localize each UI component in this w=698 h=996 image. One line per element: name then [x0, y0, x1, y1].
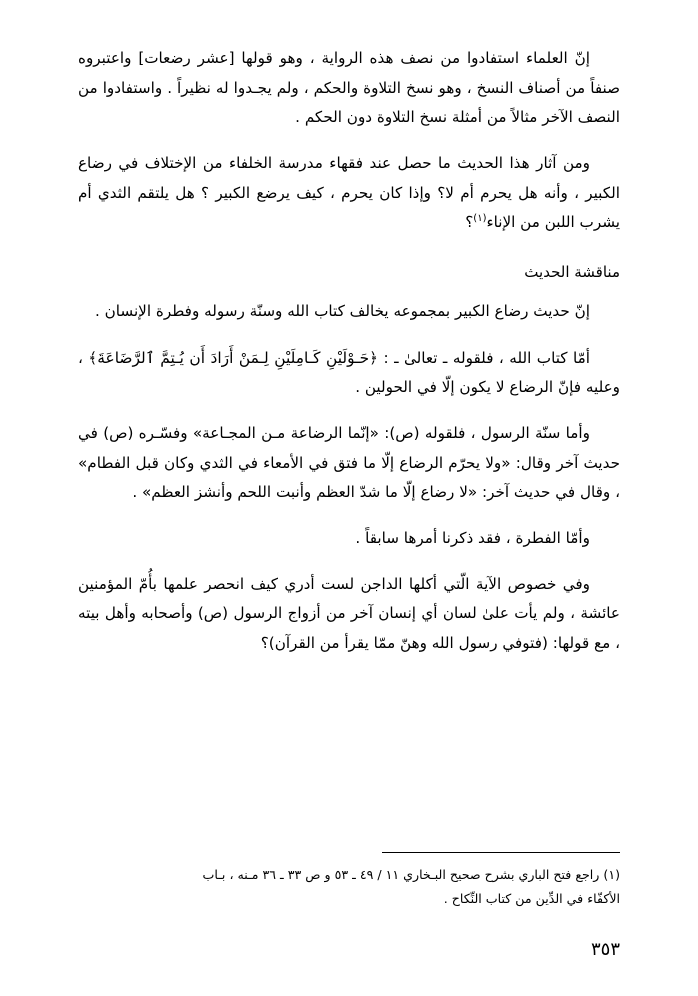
- paragraph-4: [78, 343, 620, 403]
- paragraph-2: [78, 149, 620, 238]
- spacer: [78, 508, 620, 524]
- spacer: [78, 554, 620, 570]
- paragraph-4-tail: ﴾ ، وعليه فإنّ الرضاع لا يكون إلّا في الحولين .: [78, 348, 620, 397]
- spacer: [78, 133, 620, 149]
- paragraph-1: إنّ العلماء استفادوا من نصف هذه الرواية ، وهو قولها [عشر رضعات] واعتبروه صنفاً من أصناف النسخ ، وهو نسخ التلاوة والحكم ، ولم يجـدوا له نظيراً . واستفادوا من النصف الآخر مثالاً من أمثلة نسخ التلاوة دون الحكم .: [78, 49, 620, 127]
- paragraph-7: وفي خصوص الآية الّتي أكلها الداجن لست أدري كيف انحصر علمها بأُمّ المؤمنين عائشة ، ولم يأت علىٰ لسان أي إنسان آخر من أزواج الرسول (ص) وأصحابه وأهل بيته ، مع قولها: (فتوفي رسول الله وهنّ ممّا يقرأ من القرآن)؟: [78, 574, 620, 652]
- paragraph-3: إنّ حديث رضاع الكبير بمجموعه يخالف كتاب الله وسنّة رسوله وفطرة الإنسان .: [94, 302, 590, 321]
- page-body: [78, 44, 620, 659]
- paragraph-2-text: ومن آثار هذا الحديث ما حصل عند فقهاء مدرسة الخلفاء من الإختلاف في رضاع الكبير ، وأنه هل يحرم أم لا؟ وإذا كان يحرم ، كيف يرضع الكبير ؟ هل يلتقم الثدي أم يشرب اللبن من الإناء: [78, 153, 620, 232]
- footnote-divider: [382, 852, 620, 853]
- paragraph-6: وأمّا الفطرة ، فقد ذكرنا أمرها سابقاً .: [355, 528, 590, 547]
- footnote-line-2: الأكفّاء في الدِّين من كتاب النِّكاح .: [443, 890, 620, 906]
- footnote-marker-1: (١): [473, 213, 487, 225]
- spacer: [78, 327, 620, 343]
- page-number: ٣٥٣: [590, 939, 620, 960]
- footnote-divider-box: [78, 852, 620, 853]
- footnote-area: [78, 852, 620, 910]
- spacer: [78, 287, 620, 297]
- paragraph-2-tail: ؟: [465, 213, 474, 232]
- section-heading-discussion: مناقشة الحديث: [524, 262, 620, 281]
- spacer: [78, 403, 620, 419]
- footnote-line-1: (١) راجع فتح الباري بشرح صحيح البـخاري ١١ / ٤٩ ـ ٥٣ و ص ٣٣ ـ ٣٦ مـنه ، بـاب: [202, 867, 620, 883]
- paragraph-4-lead: أمّا كتاب الله ، فلقوله ـ تعالىٰ ـ : ﴿: [369, 348, 590, 367]
- paragraph-5: وأما سنّة الرسول ، فلقوله (ص): «إنّما الرضاعة مـن المجـاعة» وفسّـره (ص) في حديث آخر وقال: «ولا يحرّم الرضاع إلّا ما فتق في الأمعاء في الثدي وكان قبل الفطام» ، وقال في حديث آخر: «لا رضاع إلّا ما شدّ العظم وأنبت اللحم وأنشز العظم» .: [78, 424, 620, 502]
- footnote-text: [78, 863, 620, 910]
- quran-quote: حَـوْلَيْنِ كَـامِلَيْنِ لِـمَنْ أَرَادَ أَن يُـتِمَّ ٱلرَّضَاعَةَ: [97, 348, 370, 367]
- spacer: [78, 238, 620, 258]
